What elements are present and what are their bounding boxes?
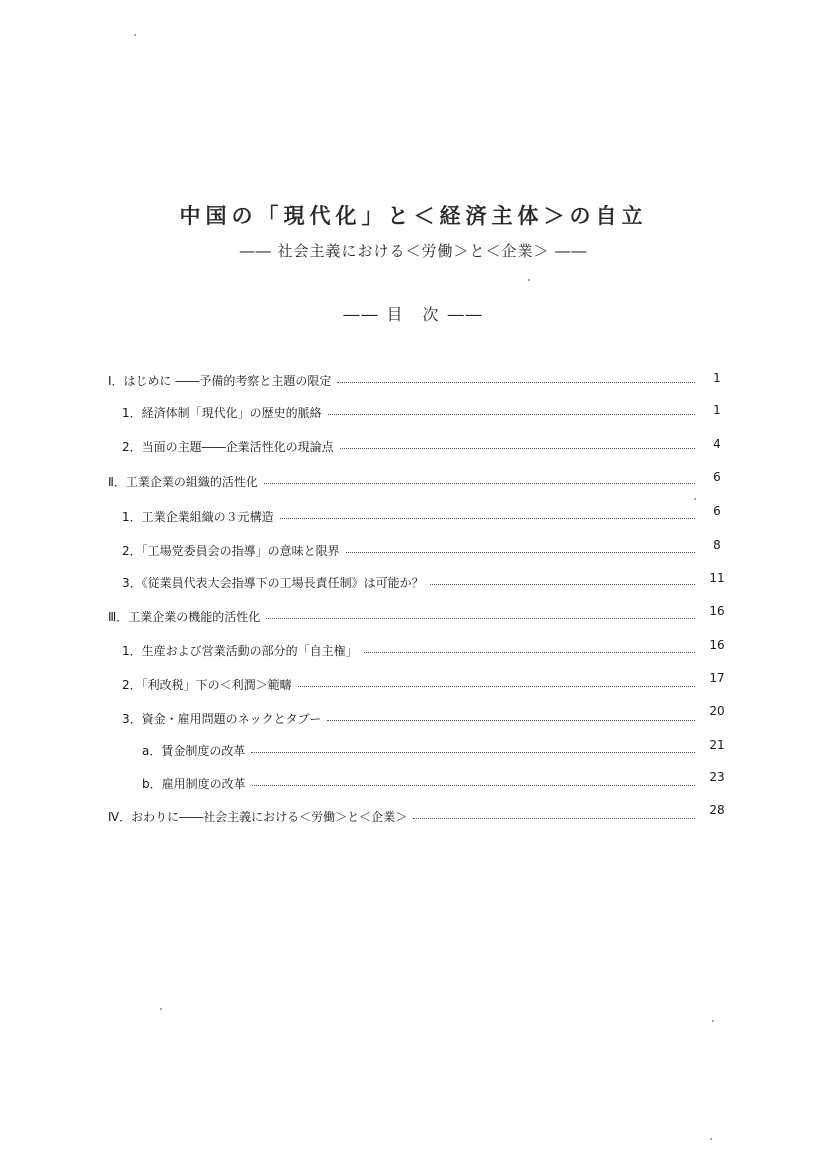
scan-speck (694, 498, 696, 500)
toc-entry-label: b．雇用制度の改革 (142, 776, 246, 791)
toc-entry-label: Ⅳ．おわりに――社会主義における＜労働＞と＜企業＞ (108, 809, 408, 824)
toc-entry-label: Ⅰ．はじめに ――予備的考察と主題の限定 (108, 373, 332, 388)
toc-entry-page: 11 (709, 571, 725, 585)
toc-entry (108, 471, 695, 491)
document-title: 中国の「現代化」と＜経済主体＞の自立 (179, 204, 648, 228)
dot-leader (264, 483, 695, 484)
toc-entry-label: 3．資金・雇用問題のネックとタブー (122, 711, 322, 726)
scan-speck (528, 279, 530, 281)
toc-entry-page: 6 (713, 504, 721, 518)
dot-leader (364, 652, 695, 653)
toc-entry-page: 20 (709, 704, 725, 718)
dot-leader (430, 584, 695, 585)
toc-entry-page: 16 (709, 604, 725, 618)
toc-entry-label: Ⅱ．工業企業の組織的活性化 (108, 474, 258, 489)
toc-entry-label: 2．「利改税」下の＜利潤＞範疇 (122, 677, 292, 692)
dot-leader (413, 818, 695, 819)
toc-entry (122, 506, 695, 526)
scan-speck (160, 1008, 162, 1010)
toc-entry-page: 1 (713, 371, 721, 385)
toc-entry-label: 1．生産および営業活動の部分的「自主権」 (122, 643, 358, 658)
toc-entry (108, 370, 695, 390)
toc-heading: ―― 目 次 ―― (343, 305, 484, 324)
toc-entry-page: 1 (713, 403, 721, 417)
toc-entry (108, 806, 695, 826)
toc-entry-page: 16 (709, 638, 725, 652)
document-subtitle: ―― 社会主義における＜労働＞と＜企業＞ ―― (239, 242, 588, 260)
toc-entry-page: 21 (709, 738, 725, 752)
dot-leader (328, 414, 695, 415)
dot-leader (327, 720, 695, 721)
toc-entry-label: 1．経済体制「現代化」の歴史的脈絡 (122, 405, 322, 420)
scan-speck (134, 34, 136, 36)
toc-entry (122, 708, 695, 728)
dot-leader (337, 382, 695, 383)
toc-entry-label: 2．当面の主題――企業活性化の現論点 (122, 439, 334, 454)
toc-entry-label: a．賃金制度の改革 (142, 743, 246, 758)
toc-entry (142, 740, 695, 760)
dot-leader (298, 686, 695, 687)
toc-entry (122, 674, 695, 694)
toc-entry-label: Ⅲ．工業企業の機能的活性化 (108, 609, 261, 624)
toc-entry (122, 540, 695, 560)
toc-entry-label: 2．「工場党委員会の指導」の意味と限界 (122, 543, 340, 558)
dot-leader (266, 618, 695, 619)
dot-leader (251, 752, 695, 753)
toc-entry (122, 436, 695, 456)
toc-entry-page: 17 (709, 671, 725, 685)
dot-leader (280, 518, 695, 519)
toc-entry (142, 773, 695, 793)
dot-leader (252, 785, 695, 786)
toc-entry-label: 3．《従業員代表大会指導下の工場長責任制》は可能か？ (122, 575, 424, 590)
dot-leader (346, 552, 695, 553)
toc-entry-page: 8 (713, 538, 721, 552)
toc-entry (108, 606, 695, 626)
scan-speck (712, 1020, 714, 1022)
toc-entry-page: 23 (709, 770, 725, 784)
toc-entry-page: 28 (709, 803, 725, 817)
toc-entry (122, 640, 695, 660)
toc-entry-page: 4 (713, 437, 721, 451)
toc-entry-label: 1．工業企業組織の３元構造 (122, 509, 274, 524)
toc-entry-page: 6 (713, 470, 721, 484)
toc-entry (122, 402, 695, 422)
scan-speck (710, 1138, 712, 1140)
toc-entry (122, 572, 695, 592)
dot-leader (340, 448, 695, 449)
